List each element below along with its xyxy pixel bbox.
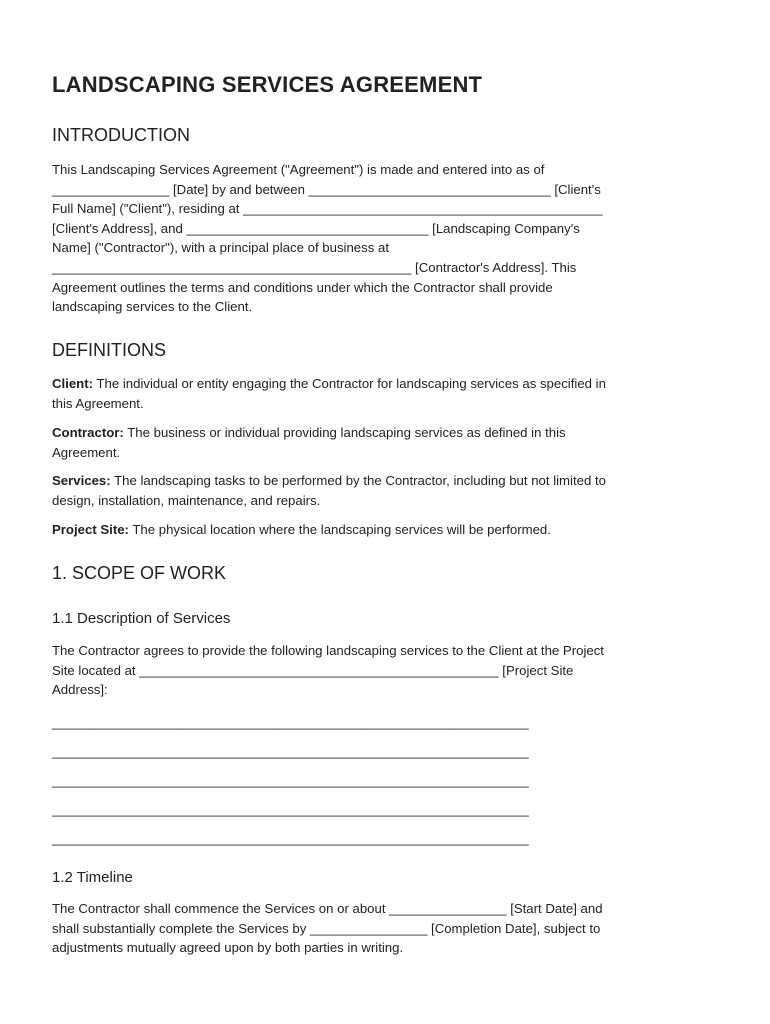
services-blank-line[interactable]: _________________________________________________________________ — [52, 715, 529, 730]
definition-line — [52, 471, 718, 491]
services-blank-line[interactable]: _________________________________________________________________ — [52, 802, 529, 817]
introduction-paragraph — [52, 160, 718, 317]
timeline-line: shall substantially complete the Services by ________________ [Completion Date], subject to — [52, 920, 601, 936]
definition-text: The individual or entity engaging the Contractor for landscaping services as specified in — [93, 376, 606, 391]
definitions-heading: DEFINITIONS — [52, 340, 167, 360]
definition-term: Services: — [52, 473, 111, 488]
definition-line: design, installation, maintenance, and repairs. — [52, 492, 321, 508]
definition-term: Client: — [52, 376, 94, 391]
definition-line — [52, 374, 718, 394]
timeline-heading: 1.2 Timeline — [52, 869, 133, 886]
definition-line — [52, 520, 718, 540]
intro-line: Full Name] ("Client"), residing at _________________________________________________ — [52, 201, 603, 217]
definition-contractor — [52, 423, 718, 462]
definition-text: The business or individual providing landscaping services as defined in this — [123, 425, 566, 440]
timeline-line: The Contractor shall commence the Services on or about ________________ [Start Date] and — [52, 901, 603, 916]
definition-client — [52, 374, 718, 413]
intro-line: Agreement outlines the terms and conditions under which the Contractor shall provide — [52, 279, 553, 295]
intro-line: landscaping services to the Client. — [52, 299, 253, 315]
timeline-paragraph — [52, 899, 718, 958]
description-paragraph — [52, 641, 718, 700]
definition-services — [52, 471, 718, 510]
definition-line: Agreement. — [52, 444, 121, 460]
description-line: The Contractor agrees to provide the following landscaping services to the Client at the Project — [52, 643, 604, 658]
intro-line: Name] ("Contractor"), with a principal place of business at — [52, 240, 389, 256]
definition-term: Contractor: — [52, 425, 124, 440]
intro-line: _________________________________________________ [Contractor's Address]. This — [52, 259, 577, 275]
definition-line — [52, 423, 718, 443]
intro-line: ________________ [Date] by and between _________________________________ [Client's — [52, 181, 601, 197]
services-blank-line[interactable]: _________________________________________________________________ — [52, 773, 529, 788]
description-heading: 1.1 Description of Services — [52, 610, 231, 627]
definition-line: this Agreement. — [52, 395, 144, 411]
definition-text: The physical location where the landscaping services will be performed. — [128, 522, 551, 537]
description-line: Address]: — [52, 682, 108, 698]
introduction-heading: INTRODUCTION — [52, 125, 190, 145]
definition-text: The landscaping tasks to be performed by the Contractor, including but not limited to — [110, 473, 606, 488]
definition-term: Project Site: — [52, 522, 129, 537]
description-line: Site located at _________________________________________________ [Project Site — [52, 662, 574, 678]
definition-project-site — [52, 520, 718, 540]
timeline-line: adjustments mutually agreed upon by both parties in writing. — [52, 940, 404, 956]
services-blank-line[interactable]: _________________________________________________________________ — [52, 831, 529, 846]
services-blank-line[interactable]: _________________________________________________________________ — [52, 744, 529, 759]
intro-line: [Client's Address], and _________________________________ [Landscaping Company's — [52, 220, 580, 236]
document-title: LANDSCAPING SERVICES AGREEMENT — [52, 72, 483, 97]
intro-line: This Landscaping Services Agreement ("Agreement") is made and entered into as of — [52, 162, 545, 177]
scope-heading: 1. SCOPE OF WORK — [52, 563, 227, 583]
